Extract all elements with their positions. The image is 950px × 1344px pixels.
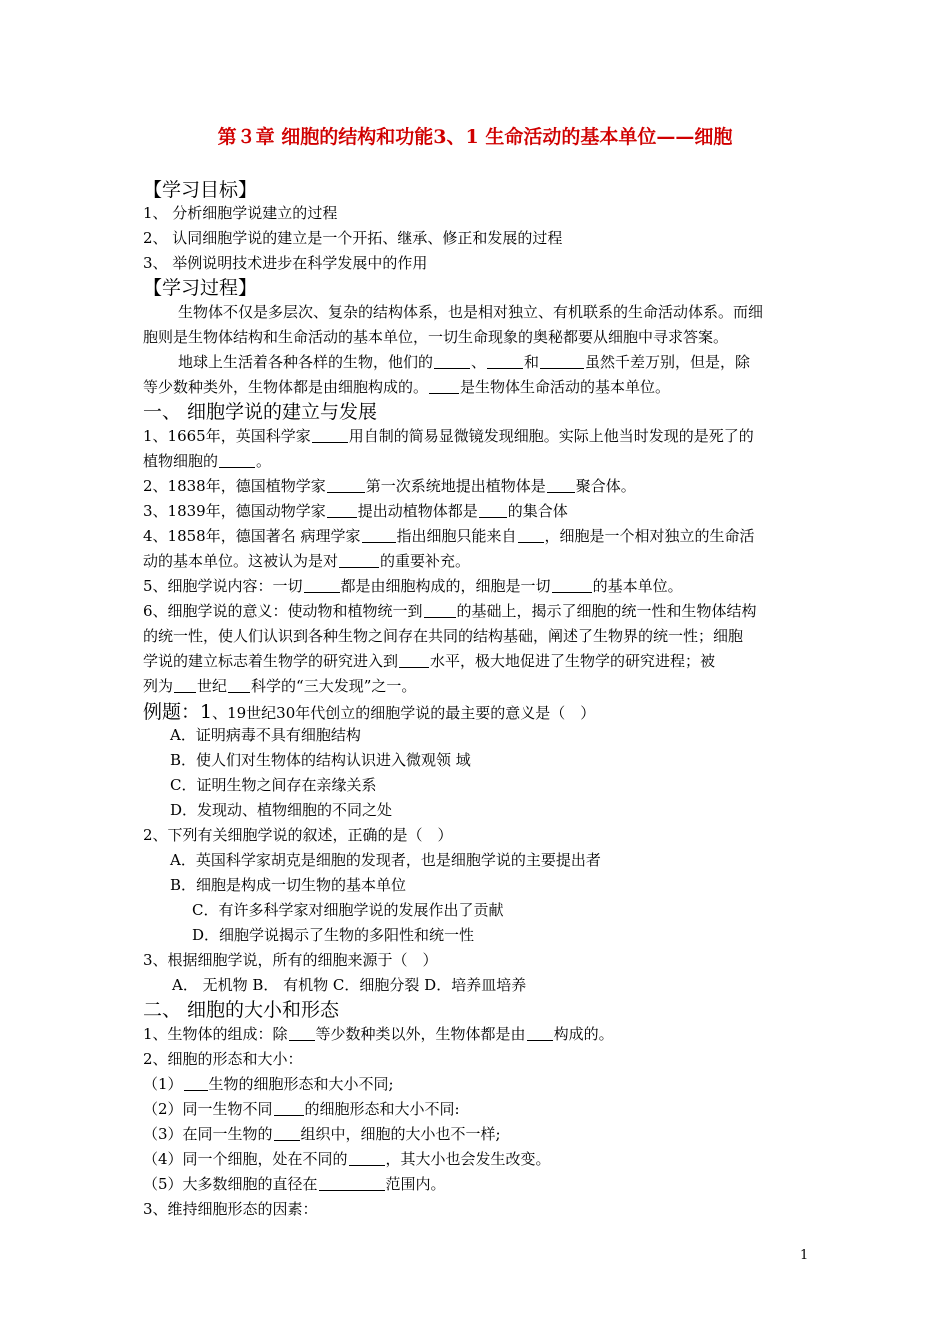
text: 聚合体。 [575,477,636,495]
blank [228,677,250,693]
blank [174,677,196,693]
text: （5）大多数细胞的直径在 [143,1175,318,1193]
blank [518,527,544,543]
option-row: A． 无机物 B． 有机物 C．细胞分裂 D．培养皿培养 [172,976,527,994]
section-heading-process: 【学习过程】 [143,277,258,299]
text: （1） [143,1075,183,1093]
text: 构成的。 [553,1025,614,1043]
goal-item: 2、 认同细胞学说的建立是一个开拓、继承、修正和发展的过程 [143,229,563,247]
blank [540,353,584,369]
body-line: 3、维持细胞形态的因素： [143,1200,318,1218]
text: 的细胞形态和大小不同: [304,1100,460,1118]
text: （3）在同一生物的 [143,1125,273,1143]
text: 科学的“三大发现”之一。 [251,677,417,695]
body-line [143,476,636,496]
blank [184,1075,208,1091]
option: A．证明病毒不具有细胞结构 [170,726,361,744]
blank [289,1025,315,1041]
page-title: 第３章 细胞的结构和功能3、1 生命活动的基本单位——细胞 [217,126,733,148]
text: 用自制的简易显微镜发现细胞。实际上他当时发现的是死了的 [348,427,754,445]
intro-paragraph-line [178,352,750,372]
example-label: 例题：1 [143,701,213,723]
blank [429,378,459,394]
blank [424,602,456,618]
text: 动的基本单位。这被认为是对 [143,552,339,570]
text: 和 [524,353,540,371]
body-line [143,1024,614,1044]
body-line [143,601,757,621]
text: （2）同一生物不同 [143,1100,273,1118]
body-line [143,1074,394,1094]
blank [399,652,429,668]
text: ，细胞是一个相对独立的生命活 [544,527,755,545]
option: C．证明生物之间存在亲缘关系 [170,776,377,794]
body-line [143,1124,501,1144]
text: 水平，极大地促进了生物学的研究进程；被 [430,652,716,670]
text: 指出细胞只能来自 [396,527,517,545]
example-question: 3、根据细胞学说，所有的细胞来源于（ ） [143,951,438,969]
goal-item: 3、 举例说明技术进步在科学发展中的作用 [143,254,428,272]
text: 3、1839年，德国动物学家 [143,502,326,520]
blank [274,1100,304,1116]
text: 。 [256,452,272,470]
text: 提出动植物体都是 [357,502,478,520]
text: 等少数种类外，生物体都是由细胞构成的。 [143,378,429,396]
text: 是生物体生命活动的基本单位。 [460,378,671,396]
blank [479,502,507,518]
text: ，其大小也会发生改变。 [385,1150,551,1168]
text: 5、细胞学说内容：一切 [143,577,303,595]
text: 生物的细胞形态和大小不同; [208,1075,394,1093]
option: B．细胞是构成一切生物的基本单位 [170,876,407,894]
intro-paragraph-line [143,377,670,397]
body-line [143,551,470,571]
blank [434,353,470,369]
text: 学说的建立标志着生物学的研究进入到 [143,652,399,670]
body-line [143,1149,551,1169]
goal-item: 1、 分析细胞学说建立的过程 [143,204,338,222]
blank [327,502,357,518]
blank [304,577,340,593]
example-question: 2、下列有关细胞学说的叙述，正确的是（ ） [143,826,453,844]
text: 第一次系统地提出植物体是 [365,477,546,495]
section-heading-cell-size: 二、 细胞的大小和形态 [143,999,340,1021]
option: C．有许多科学家对细胞学说的发展作出了贡献 [192,901,504,919]
page-number: 1 [800,1248,809,1263]
blank [319,1175,385,1191]
text: 等少数种类以外，生物体都是由 [315,1025,526,1043]
intro-paragraph-line: 生物体不仅是多层次、复杂的结构体系，也是相对独立、有机联系的生命活动体系。而细 [178,303,764,321]
blank [547,477,575,493]
text: 范围内。 [385,1175,446,1193]
blank [527,1025,553,1041]
body-line [143,1099,460,1119]
body-line: 2、细胞的形态和大小： [143,1050,303,1068]
text: 2、1838年，德国植物学家 [143,477,326,495]
text: 的基本单位。 [592,577,683,595]
text: 植物细胞的 [143,452,219,470]
blank [327,477,365,493]
text: 4、1858年，德国著名 病理学家 [143,527,361,545]
body-line [143,526,755,546]
section-heading-goals: 【学习目标】 [143,179,258,201]
blank [552,577,592,593]
blank [362,527,396,543]
body-line [143,576,683,596]
text: 6、细胞学说的意义：使动物和植物统一到 [143,602,423,620]
blank [339,552,379,568]
text: 的基础上，揭示了细胞的统一性和生物体结构 [456,602,757,620]
blank [312,427,348,443]
text: 列为 [143,677,174,695]
body-line [143,451,271,471]
text: 1、1665年，英国科学家 [143,427,311,445]
blank [349,1150,385,1166]
body-line [143,1174,446,1194]
option: A．英国科学家胡克是细胞的发现者，也是细胞学说的主要提出者 [170,851,601,869]
blank [274,1125,300,1141]
body-line: 的统一性，使人们认识到各种生物之间存在共同的结构基础，阐述了生物界的统一性；细胞 [143,627,744,645]
body-line [143,651,715,671]
body-line [143,501,568,521]
intro-paragraph-line: 胞则是生物体结构和生命活动的基本单位，一切生命现象的奥秘都要从细胞中寻求答案。 [143,328,729,346]
text: 的重要补充。 [380,552,471,570]
text: 地球上生活着各种各样的生物，他们的 [178,353,434,371]
option: B．使人们对生物体的结构认识进入微观领 域 [170,751,471,769]
text: 虽然千差万别，但是，除 [585,353,751,371]
blank [219,452,255,468]
option: D．发现动、植物细胞的不同之处 [170,801,393,819]
text: 都是由细胞构成的，细胞是一切 [340,577,551,595]
body-line [143,676,416,696]
text: （4）同一个细胞，处在不同的 [143,1150,348,1168]
example-question [143,700,595,724]
section-heading-cell-theory: 一、 细胞学说的建立与发展 [143,401,378,423]
text: 的集合体 [507,502,568,520]
text: 、19世纪30年代创立的细胞学说的最主要的意义是（ ） [212,704,596,722]
blank [487,353,523,369]
option: D．细胞学说揭示了生物的多阳性和统一性 [192,926,475,944]
text: 组织中，细胞的大小也不一样; [300,1125,501,1143]
text: 1、生物体的组成：除 [143,1025,288,1043]
text: 、 [471,353,487,371]
text: 世纪 [197,677,228,695]
body-line [143,426,754,446]
